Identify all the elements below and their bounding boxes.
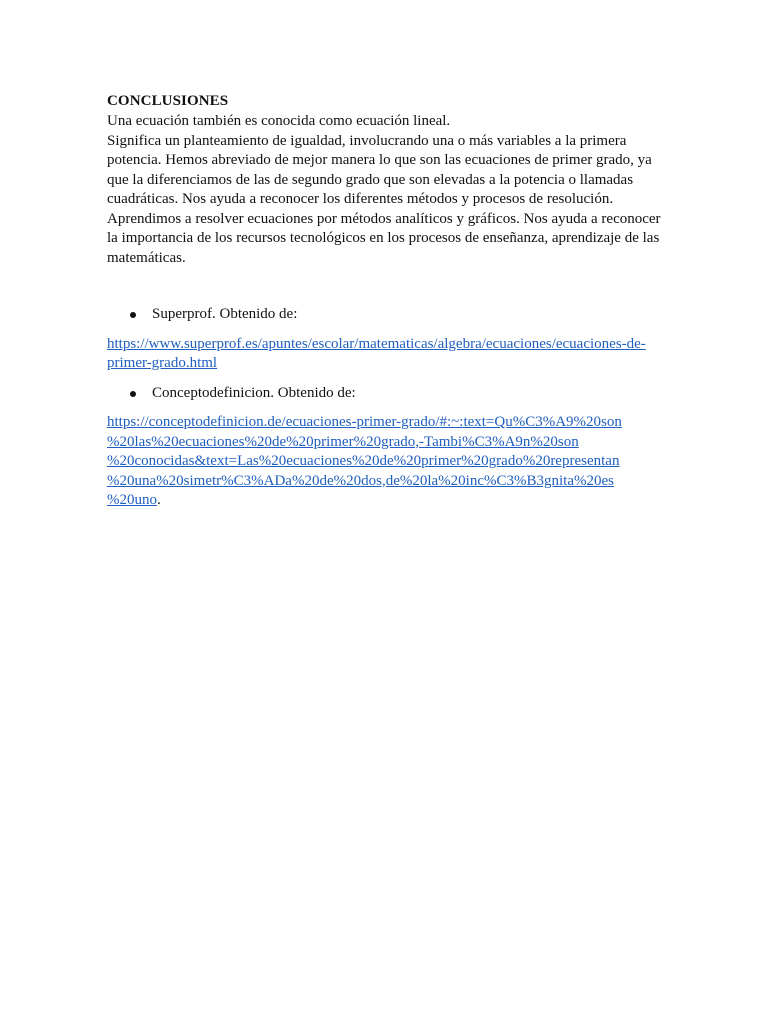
reference-item-conceptodefinicion (107, 384, 667, 511)
references-list (107, 305, 667, 511)
reference-link-wrapper (107, 413, 667, 511)
bullet-icon (130, 312, 136, 318)
reference-bullet-line (107, 305, 667, 325)
reference-link[interactable]: https://conceptodefinicion.de/ecuaciones-primer-grado/#:~:text=Qu%C3%A9%20son %20las%20ecuaciones%20de%20primer%20grado,-Tambi%C3%A9n%20son %20conocidas&text=Las%20ecuaciones%20de%20primer%20grado%20representan %20una%20simetr%C3%ADa%20de%20dos,de%20la%20inc%C3%B3gnita%20es %20uno (107, 414, 622, 508)
paragraph-intro: Una ecuación también es conocida como ecuación lineal. (107, 113, 451, 129)
document-body (107, 90, 667, 511)
reference-bullet-line (107, 384, 667, 404)
bullet-icon (130, 391, 136, 397)
reference-item-superprof (107, 305, 667, 374)
paragraph-conclusion: Significa un planteamiento de igualdad, involucrando una o más variables a la primera potencia. Hemos abreviado de mejor manera lo que son las ecuaciones de primer grado, ya que la diferenciamos de las de segundo grado que son elevadas a la potencia o llamadas cuadráticas. Nos ayuda a reconocer los diferentes métodos y procesos de resolución. Aprendimos a resolver ecuaciones por métodos analíticos y gráficos. Nos ayuda a reconocer la importancia de los recursos tecnológicos en los procesos de enseñanza, aprendizaje de las matemáticas. (107, 132, 661, 266)
reference-label: Conceptodefinicion. Obtenido de: (152, 384, 356, 401)
reference-label: Superprof. Obtenido de: (152, 306, 298, 322)
reference-link[interactable]: https://www.superprof.es/apuntes/escolar/matematicas/algebra/ecuaciones/ecuaciones-de- primer-grado.html (107, 335, 646, 371)
reference-trailing-period: . (157, 492, 161, 508)
section-title: CONCLUSIONES (107, 93, 229, 109)
